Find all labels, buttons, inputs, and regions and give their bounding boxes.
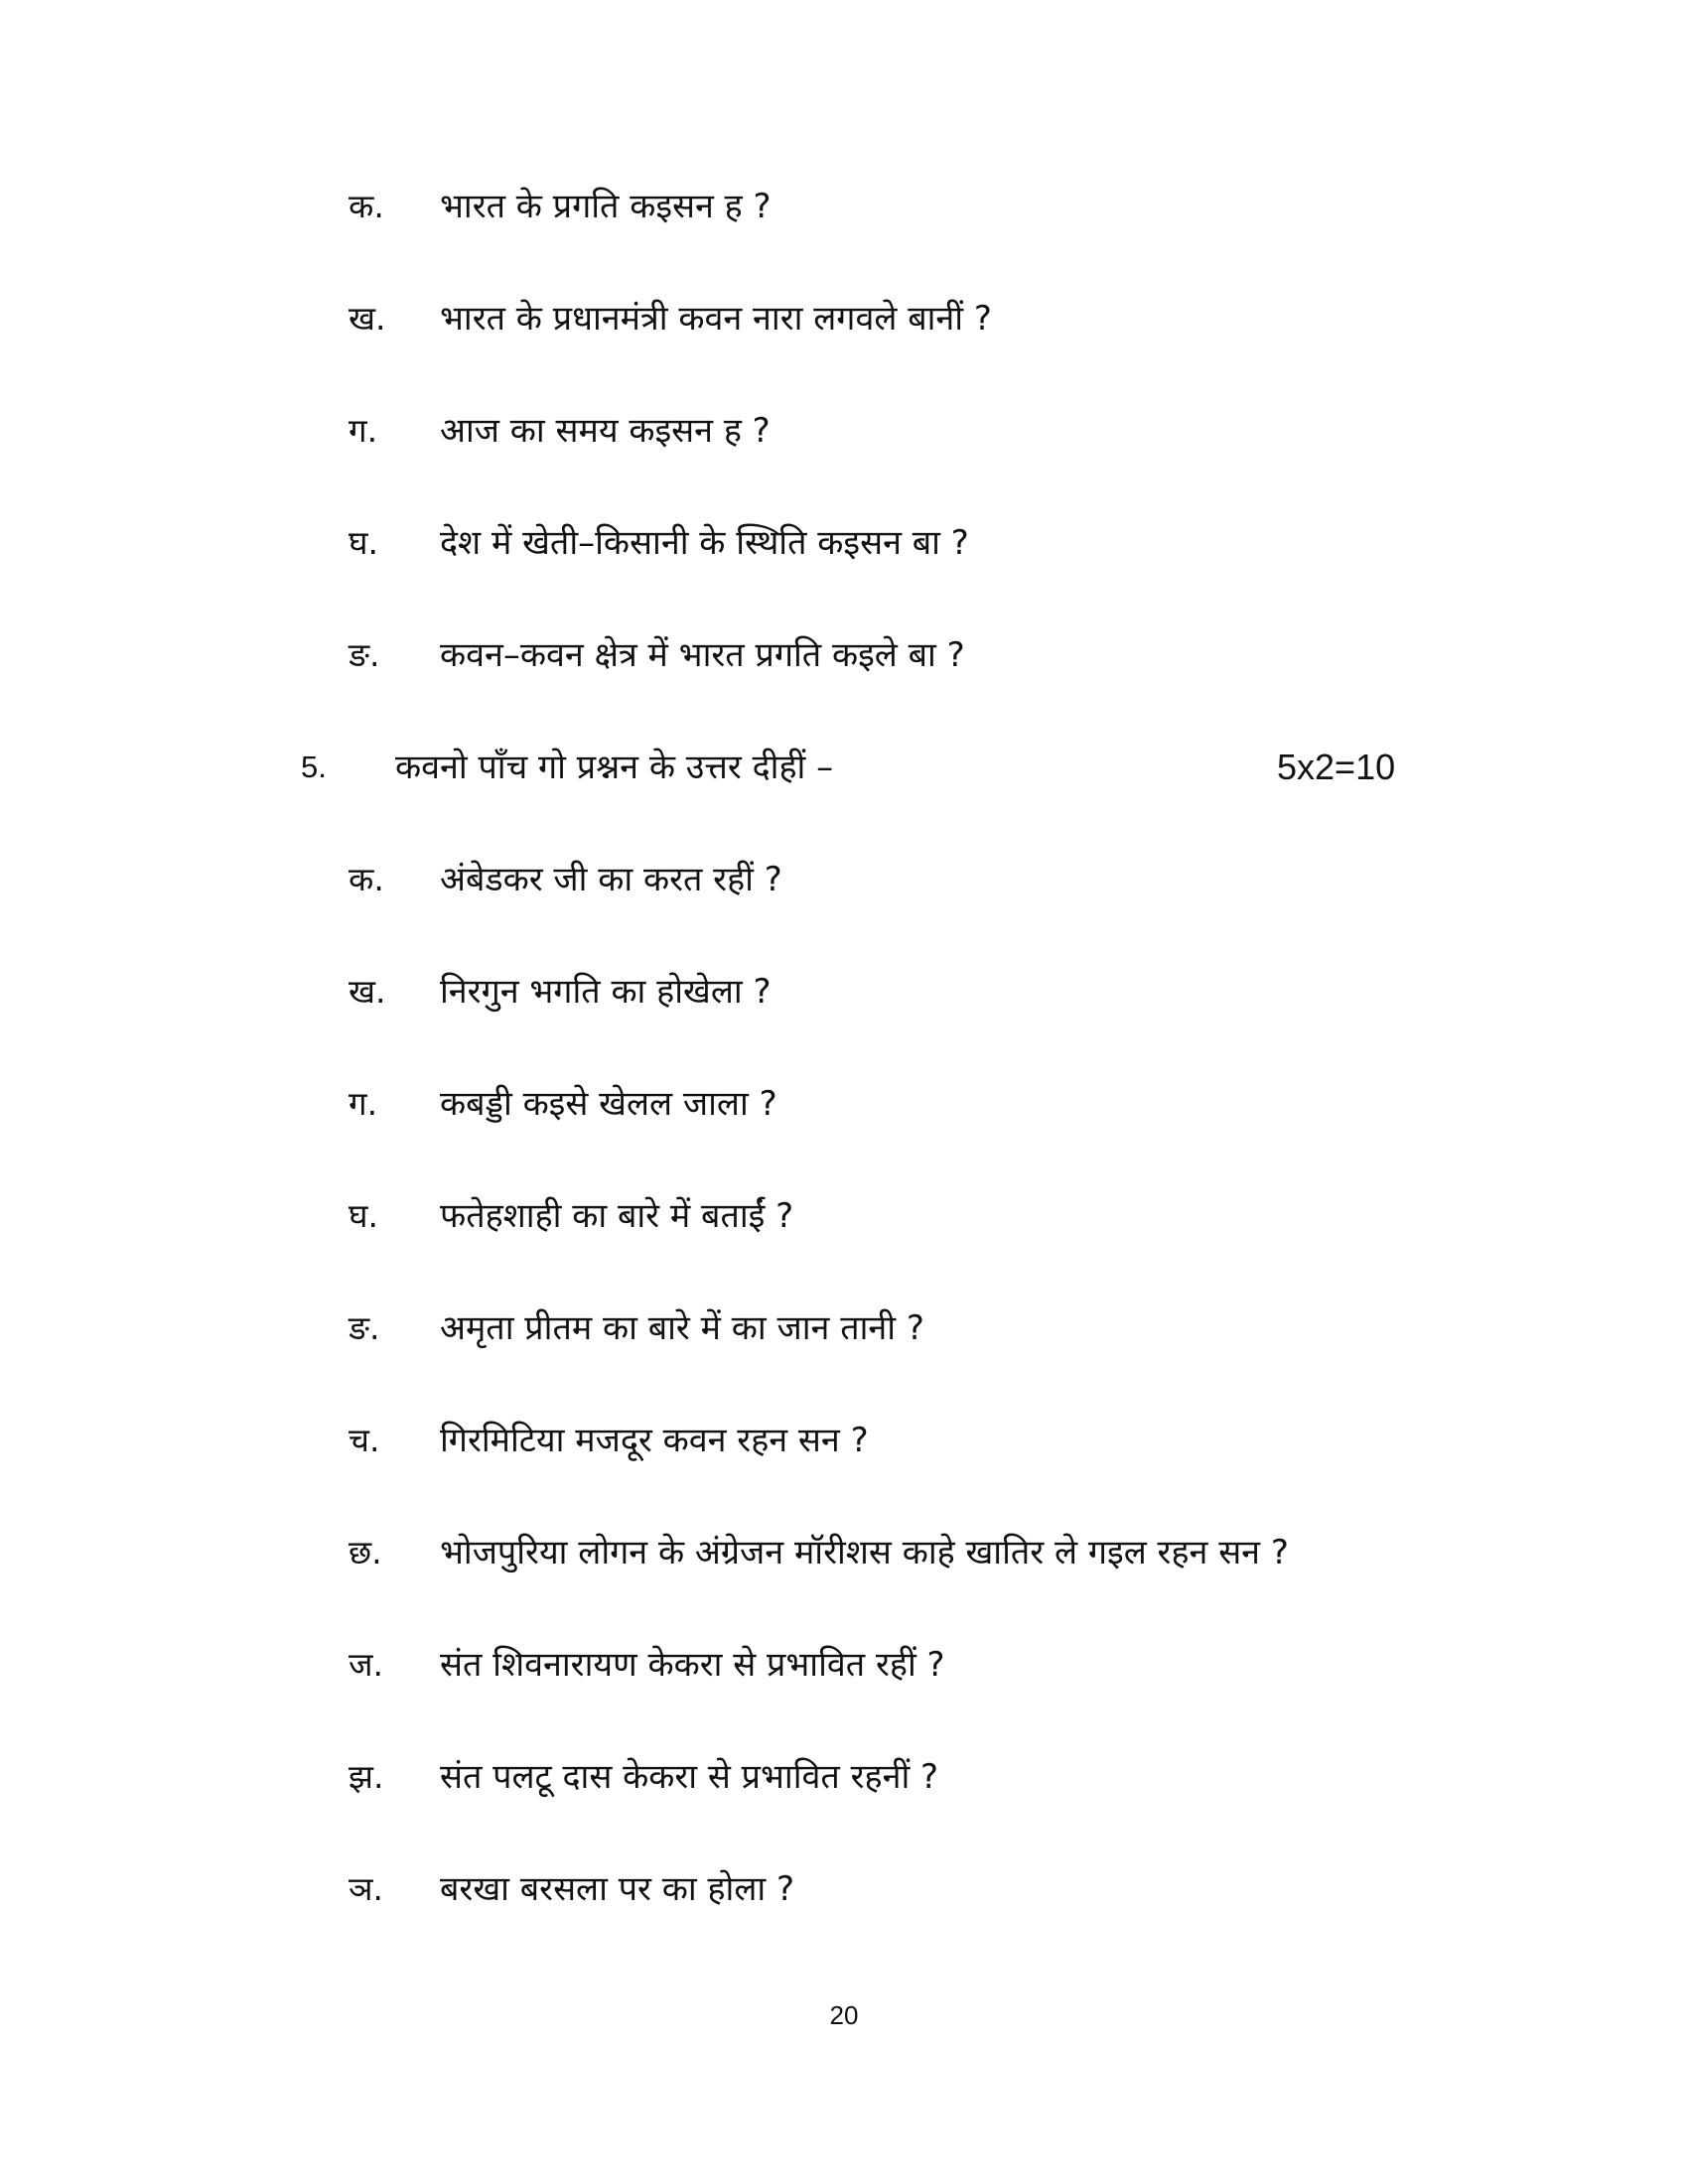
item-marker: क.: [349, 187, 384, 225]
item-text: बरखा बरसला पर का होला ?: [440, 1869, 795, 1909]
item-text: संत शिवनारायण केकरा से प्रभावित रहीं ?: [440, 1645, 945, 1685]
item-marker: झ.: [349, 1757, 384, 1796]
list-item: [0, 1635, 1688, 1695]
question-marks: 5x2=10: [1277, 747, 1396, 787]
item-marker: क.: [349, 860, 384, 898]
list-item: [0, 1411, 1688, 1470]
item-marker: ग.: [349, 411, 378, 450]
page-number: 20: [829, 2000, 859, 2030]
item-marker: घ.: [349, 1196, 378, 1235]
list-item: [0, 1859, 1688, 1919]
item-marker: ग.: [349, 1084, 378, 1123]
item-text: अंबेडकर जी का करत रहीं ?: [440, 860, 782, 899]
list-item: [0, 401, 1688, 461]
list-item: [0, 962, 1688, 1022]
item-text: भोजपुरिया लोगन के अंग्रेजन मॉरीशस काहे खातिर ले गइल रहन सन ?: [440, 1533, 1289, 1572]
item-text: निरगुन भगति का होखेला ?: [440, 972, 772, 1012]
item-marker: घ.: [349, 523, 378, 562]
item-marker: ङ.: [349, 1308, 380, 1347]
list-item: [0, 1298, 1688, 1358]
item-marker: ञ.: [349, 1869, 383, 1908]
item-text: देश में खेती–किसानी के स्थिति कइसन बा ?: [440, 523, 969, 563]
list-item: [0, 289, 1688, 348]
item-text: आज का समय कइसन ह ?: [440, 411, 771, 451]
question-heading: [0, 738, 1688, 797]
item-marker: छ.: [349, 1533, 382, 1571]
item-marker: ङ.: [349, 635, 380, 674]
question-number: 5.: [301, 750, 327, 784]
item-text: भारत के प्रधानमंत्री कवन नारा लगवले बानीं ?: [440, 299, 992, 339]
list-item: [0, 1747, 1688, 1807]
list-item: [0, 177, 1688, 236]
item-text: अमृता प्रीतम का बारे में का जान तानी ?: [440, 1308, 924, 1348]
list-item: [0, 850, 1688, 909]
item-text: गिरमिटिया मजदूर कवन रहन सन ?: [440, 1421, 869, 1460]
item-text: भारत के प्रगति कइसन ह ?: [440, 187, 772, 226]
item-marker: ख.: [349, 299, 386, 338]
item-marker: ख.: [349, 972, 386, 1011]
item-text: कबड्डी कइसे खेलल जाला ?: [440, 1084, 777, 1124]
list-item: [0, 1074, 1688, 1134]
item-text: कवन–कवन क्षेत्र में भारत प्रगति कइले बा ?: [440, 635, 965, 675]
item-text: संत पलटू दास केकरा से प्रभावित रहनीं ?: [440, 1757, 939, 1797]
list-item: [0, 1523, 1688, 1582]
list-item: [0, 513, 1688, 573]
item-text: फतेहशाही का बारे में बताईं ?: [440, 1196, 794, 1236]
list-item: [0, 1186, 1688, 1246]
item-marker: च.: [349, 1421, 380, 1459]
list-item: [0, 625, 1688, 685]
question-text: कवनो पाँच गो प्रश्नन के उत्तर दीहीं –: [395, 748, 834, 787]
item-marker: ज.: [349, 1645, 383, 1684]
